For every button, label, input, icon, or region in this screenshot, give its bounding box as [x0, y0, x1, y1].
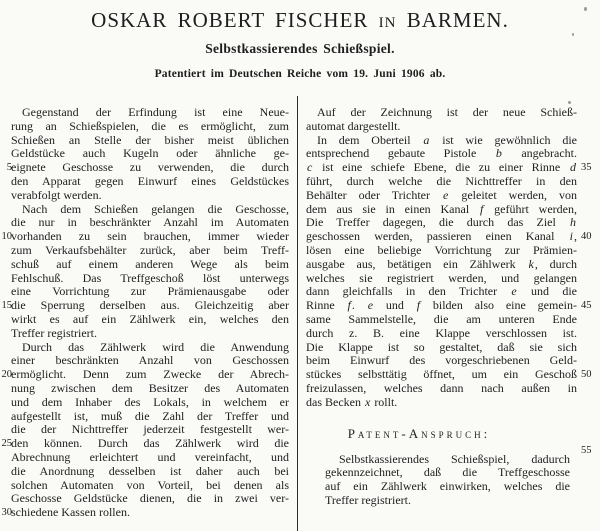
- left-column: [11, 106, 289, 520]
- text-line: Durch das Zählwerk wird die Anwendung: [22, 340, 289, 354]
- text-line: eignete Geschosse zu verwenden, die durch: [11, 161, 289, 175]
- text-line: Schießen an Stelle der bisher meist üblichen: [11, 133, 289, 147]
- line-number: 50: [581, 369, 592, 381]
- text-line: geschossen werden, passieren einen Kanal i,: [306, 230, 577, 244]
- text-line: Gegenstand der Erfindung ist eine Neue-: [22, 106, 289, 119]
- scan-speck: [568, 101, 571, 104]
- line-number: 45: [581, 300, 592, 312]
- text-line: nung zwischen dem Besitzer des Automaten: [11, 381, 289, 395]
- patent-date-line: Patentiert im Deutschen Reiche vom 19. Juni 1906 ab.: [154, 68, 446, 80]
- text-line: Rinne f. e und f bilden also eine gemein-: [306, 299, 577, 313]
- text-line: die Anordnung desselben ist daher auch bei: [11, 464, 289, 478]
- line-number: 25: [1, 438, 12, 450]
- text-line: welches sie registriert werden, und gelangen: [306, 271, 577, 285]
- text-line: solchen Automaten von Vorteil, bei denen als: [11, 478, 289, 492]
- text-line: In dem Oberteil a ist wie gewöhnlich die: [317, 133, 577, 147]
- text-line: lösen eine beliebige Vorrichtung zur Prämien-: [306, 243, 577, 257]
- text-line: Geschosse Geldstücke dienen, die in zwei ver-: [11, 492, 289, 506]
- text-line: vorhanden zu sein brauchen, immer wieder: [11, 230, 289, 244]
- text-line: Behälter oder Trichter e geleitet werden, von: [306, 188, 577, 202]
- text-line: same Sammelstelle, die am unteren Ende: [306, 312, 577, 326]
- text-line: ermöglicht. Denn zum Zwecke der Abrech-: [11, 368, 289, 382]
- text-line: das Becken x rollt.: [306, 395, 398, 409]
- text-line: Auf der Zeichnung ist der neue Schieß-: [317, 106, 577, 119]
- text-line: schiedene Kassen rollen.: [11, 506, 130, 520]
- in-word: IN: [378, 15, 397, 31]
- text-line: Die Treffer dagegen, die durch das Ziel h: [306, 216, 576, 230]
- right-column: [306, 106, 577, 508]
- text-line: durch z. B. eine Klappe verschlossen ist.: [306, 326, 577, 340]
- claim-block: [325, 453, 570, 508]
- text-line: ausgabe aus, betätigen ein Zählwerk k, durch: [306, 257, 577, 271]
- text-line: auf ein Zählwerk einwirken, welches die: [325, 480, 570, 494]
- text-line: aufgestellt ist, muß die Zahl der Treffer und: [11, 409, 289, 423]
- claim-heading: Patent-Anspruch:: [347, 425, 491, 441]
- text-line: Geldstücke auch Kugeln oder ähnliche ge-: [11, 147, 289, 161]
- text-line: schuß auf einem anderen Wege als beim: [11, 257, 289, 271]
- text-line: den Apparat gegen Einwurf eines Geldstückes: [11, 174, 289, 188]
- text-line: verabfolgt werden.: [11, 188, 102, 202]
- text-line: gekennzeichnet, daß die Treffgeschosse: [325, 466, 570, 480]
- line-number: 35: [581, 162, 592, 174]
- line-number: 15: [1, 300, 12, 312]
- text-line: zum Verkaufsbehälter zurück, aber beim Treff-: [11, 243, 289, 257]
- header-block: [0, 0, 600, 81]
- text-line: Treffer registriert.: [325, 493, 411, 507]
- text-line: die Sperrung derselben aus. Gleichzeitig aber: [11, 299, 289, 313]
- scan-speck: [584, 7, 587, 11]
- text-line: Nach dem Schießen gelangen die Geschosse,: [22, 202, 289, 216]
- text-line: eine Vorrichtung zur Prämienausgabe oder: [11, 285, 289, 299]
- text-line: wirkt es auf ein Zählwerk ein, welches den: [11, 312, 289, 326]
- text-line: automat dargestellt.: [306, 119, 401, 133]
- text-line: freizulassen, welches dann nach außen in: [306, 381, 577, 395]
- text-line: Die Klappe ist so gestaltet, daß sie sich: [306, 340, 577, 354]
- text-line: Fehlschuß. Das Treffgeschoß löst unterwegs: [11, 271, 289, 285]
- text-line: Treffer registriert.: [11, 326, 97, 340]
- right-column-body: [306, 106, 577, 410]
- text-line: dem aus sie in einen Kanal f geführt werden,: [306, 202, 577, 216]
- text-line: den können. Durch das Zählwerk wird die: [11, 437, 289, 451]
- text-line: Selbstkassierendes Schießspiel, dadurch: [339, 452, 570, 466]
- inventor-name: OSKAR ROBERT FISCHER: [91, 8, 369, 32]
- text-line: die nur in beschränkter Anzahl im Automaten: [11, 216, 289, 230]
- line-number: 30: [1, 507, 12, 519]
- column-divider: [297, 96, 298, 531]
- text-line: beim Einwurf des vorgeschriebenen Geld-: [306, 354, 577, 368]
- line-number: 20: [1, 369, 12, 381]
- text-line: und dem Inhaber des Lokals, in welchem er: [11, 395, 289, 409]
- text-line: die der Nichttreffer jederzeit festgestellt wer-: [11, 423, 289, 437]
- invention-subtitle: Selbstkassierendes Schießspiel.: [205, 41, 395, 56]
- text-line: dann gleichfalls in den Trichter e und die: [306, 285, 577, 299]
- line-number: 10: [1, 231, 12, 243]
- text-line: stückes selbsttätig öffnet, um ein Geschoß: [306, 368, 577, 382]
- line-number: 40: [581, 231, 592, 243]
- document-title: [0, 9, 600, 34]
- text-line: c ist eine schiefe Ebene, die zu einer Rinne d: [307, 161, 576, 175]
- text-line: einer beschränkten Anzahl von Geschossen: [11, 354, 289, 368]
- text-line: führt, durch welche die Nichttreffer in den: [306, 174, 577, 188]
- text-line: entsprechend gebaute Pistole b angebracht.: [306, 147, 577, 161]
- city-name: BARMEN.: [406, 8, 509, 32]
- line-number: 5: [6, 162, 12, 174]
- line-number: 55: [581, 445, 592, 457]
- scan-speck: [572, 33, 574, 36]
- text-line: Abrechnung erleichtert und vereinfacht, und: [11, 450, 289, 464]
- text-line: rung an Schießspielen, die es ermöglicht, zum: [11, 119, 289, 133]
